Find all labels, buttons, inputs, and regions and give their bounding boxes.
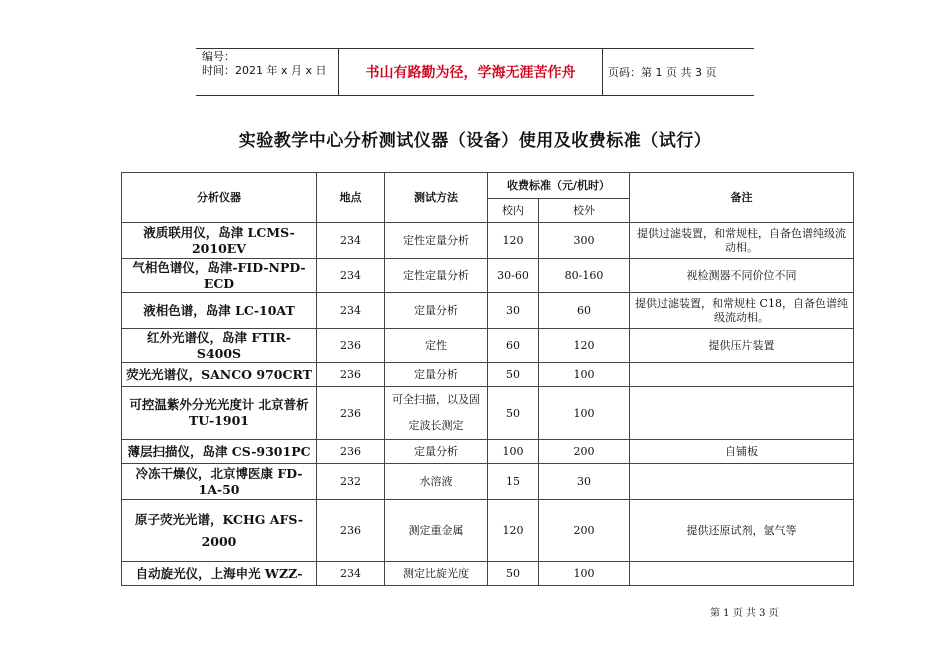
cell-instrument: 自动旋光仪，上海申光 WZZ-	[122, 562, 317, 586]
cell-method: 定量分析	[385, 440, 488, 464]
header-note: 备注	[630, 173, 854, 223]
cell-method: 可全扫描，以及固定波长测定	[385, 387, 488, 440]
cell-location: 234	[317, 259, 385, 293]
table-row	[122, 293, 854, 329]
table-row	[122, 387, 854, 440]
cell-note: 提供压片装置	[630, 329, 854, 363]
cell-method: 定量分析	[385, 293, 488, 329]
cell-note: 提供过滤装置，和常规柱 C18，自备色谱纯级流动相。	[630, 293, 854, 329]
cell-fee-in: 50	[488, 562, 539, 586]
cell-fee-in: 50	[488, 363, 539, 387]
cell-method: 定性	[385, 329, 488, 363]
cell-fee-out: 200	[539, 500, 630, 562]
table-row	[122, 259, 854, 293]
cell-note	[630, 387, 854, 440]
cell-fee-out: 100	[539, 562, 630, 586]
cell-method: 测定比旋光度	[385, 562, 488, 586]
header-fee-out: 校外	[539, 199, 630, 223]
cell-location: 236	[317, 363, 385, 387]
cell-fee-in: 30	[488, 293, 539, 329]
header-instrument: 分析仪器	[122, 173, 317, 223]
cell-note	[630, 363, 854, 387]
header-method: 测试方法	[385, 173, 488, 223]
cell-location: 234	[317, 223, 385, 259]
cell-method: 定量分析	[385, 363, 488, 387]
cell-note: 提供过滤装置，和常规柱，自备色谱纯级流动相。	[630, 223, 854, 259]
cell-instrument: 可控温紫外分光光度计 北京普析 TU-1901	[122, 387, 317, 440]
cell-fee-out: 100	[539, 363, 630, 387]
cell-method: 测定重金属	[385, 500, 488, 562]
cell-instrument: 荧光光谱仪，SANCO 970CRT	[122, 363, 317, 387]
cell-method: 定性定量分析	[385, 223, 488, 259]
cell-fee-in: 100	[488, 440, 539, 464]
number-label: 编号：	[202, 50, 235, 63]
cell-instrument: 原子荧光光谱，KCHG AFS-2000	[122, 500, 317, 562]
cell-location: 236	[317, 440, 385, 464]
cell-fee-out: 60	[539, 293, 630, 329]
cell-fee-out: 120	[539, 329, 630, 363]
table-row	[122, 329, 854, 363]
cell-instrument: 冷冻干燥仪，北京博医康 FD-1A-50	[122, 464, 317, 500]
cell-fee-out: 100	[539, 387, 630, 440]
header-meta	[202, 50, 327, 78]
cell-method: 水溶液	[385, 464, 488, 500]
cell-fee-out: 300	[539, 223, 630, 259]
header-divider	[602, 48, 603, 96]
cell-note: 提供还原试剂，氩气等	[630, 500, 854, 562]
cell-instrument: 液质联用仪，岛津 LCMS-2010EV	[122, 223, 317, 259]
cell-instrument: 气相色谱仪，岛津-FID-NPD-ECD	[122, 259, 317, 293]
cell-fee-in: 30-60	[488, 259, 539, 293]
cell-location: 236	[317, 500, 385, 562]
cell-location: 234	[317, 293, 385, 329]
cell-instrument: 红外光谱仪，岛津 FTIR-S400S	[122, 329, 317, 363]
cell-instrument: 液相色谱，岛津 LC-10AT	[122, 293, 317, 329]
header-fee: 收费标准（元/机时）	[488, 173, 630, 199]
cell-fee-in: 120	[488, 500, 539, 562]
cell-note: 自铺板	[630, 440, 854, 464]
cell-fee-out: 200	[539, 440, 630, 464]
cell-location: 232	[317, 464, 385, 500]
cell-location: 234	[317, 562, 385, 586]
table-row	[122, 223, 854, 259]
cell-method: 定性定量分析	[385, 259, 488, 293]
cell-note: 视检测器不同价位不同	[630, 259, 854, 293]
cell-fee-in: 120	[488, 223, 539, 259]
header-fee-in: 校内	[488, 199, 539, 223]
cell-note	[630, 562, 854, 586]
cell-location: 236	[317, 329, 385, 363]
cell-fee-out: 80-160	[539, 259, 630, 293]
table-row	[122, 500, 854, 562]
header-motto: 书山有路勤为径，学海无涯苦作舟	[365, 65, 576, 81]
document-title: 实验教学中心分析测试仪器（设备）使用及收费标准（试行）	[238, 131, 712, 151]
table-row	[122, 440, 854, 464]
header-page-label: 页码：第 1 页 共 3 页	[608, 66, 717, 79]
document-header	[196, 48, 754, 96]
cell-fee-in: 60	[488, 329, 539, 363]
table-row	[122, 562, 854, 586]
page-footer: 第 1 页 共 3 页	[710, 608, 779, 619]
table-row	[122, 363, 854, 387]
cell-fee-in: 15	[488, 464, 539, 500]
fee-table	[121, 172, 854, 586]
cell-instrument: 薄层扫描仪，岛津 CS-9301PC	[122, 440, 317, 464]
cell-fee-out: 30	[539, 464, 630, 500]
header-location: 地点	[317, 173, 385, 223]
table-header-row	[122, 173, 854, 199]
table-row	[122, 464, 854, 500]
cell-fee-in: 50	[488, 387, 539, 440]
time-label: 时间：2021 年 x 月 x 日	[202, 64, 327, 77]
cell-note	[630, 464, 854, 500]
cell-location: 236	[317, 387, 385, 440]
